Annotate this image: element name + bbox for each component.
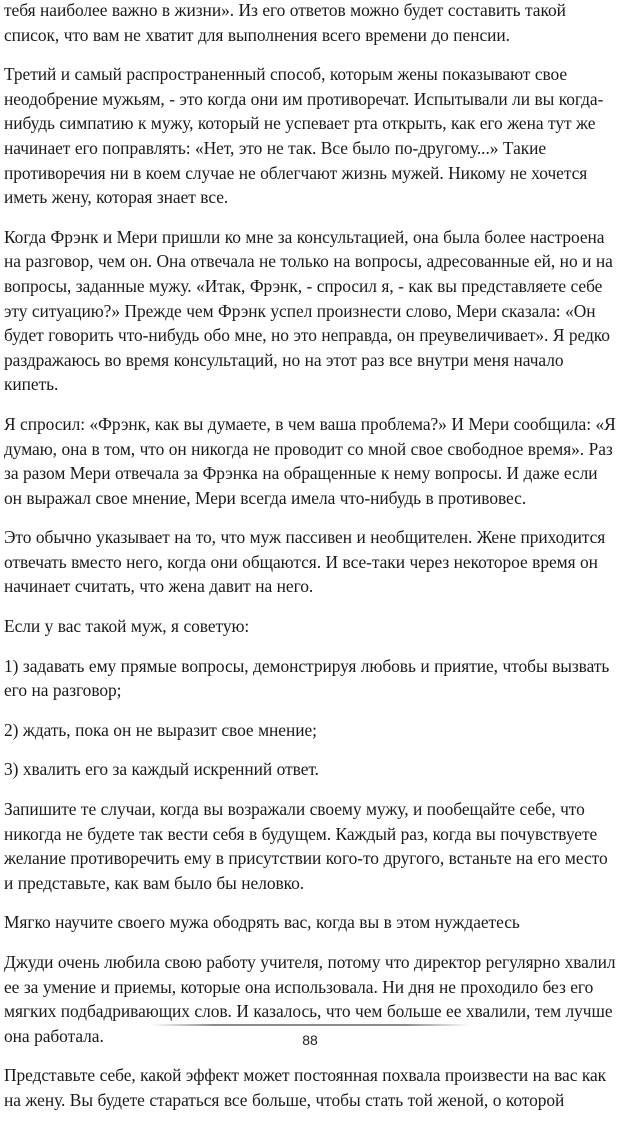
paragraph: Третий и самый распространенный способ, которым жены показывают свое неодобрение мужьям, - это когда они им противоречат. Испытывали ли вы когда-нибудь симпатию к мужу, который не успевает рта открыть, как его жена тут же начинает его поправлять: «Нет, это не так. Все было по-другому...» Такие противоречия ни в коем случае не облегчают жизнь мужей. Никому не хочется иметь жену, которая знает все.	[4, 64, 604, 208]
paragraph: тебя наиболее важно в жизни». Из его ответов можно будет составить такой список, что вам не хватит для выполнения всего времени до пенсии.	[4, 0, 566, 45]
paragraph: Это обычно указывает на то, что муж пассивен и необщителен. Жене приходится отвечать вместо него, когда они общаются. И все-таки через некоторое время он начинает считать, что жена давит на него.	[4, 527, 606, 597]
footer-divider	[150, 1024, 470, 1026]
section-heading: Мягко научите своего мужа ободрять вас, когда вы в этом нуждаетесь	[4, 912, 520, 933]
list-item: 3) хвалить его за каждый искренний ответ.	[4, 759, 319, 780]
body-text	[4, 0, 618, 1128]
paragraph: Джуди очень любила свою работу учителя, потому что директор регулярно хвалил ее за умение и приемы, которые она использовала. Ни дня не проходило без его мягких подбадривающих слов. И казалось, что чем больше ее хвалили, тем лучше она работала.	[4, 952, 616, 1046]
list-item: 2) ждать, пока он не выразит свое мнение;	[4, 719, 317, 740]
paragraph: Представьте себе, какой эффект может постоянная похвала произвести на вас как на жену. Вы будете стараться все больше, чтобы стать той женой, о которой	[4, 1065, 607, 1110]
page-number: 88	[302, 1032, 318, 1048]
paragraph: Я спросил: «Фрэнк, как вы думаете, в чем ваша проблема?» И Мери сообщила: «Я думаю, она в том, что он никогда не проводит со мной свое свободное время». Раз за разом Мери отвечала за Фрэнка на обращенные к нему вопросы. И даже если он выражал свое мнение, Мери всегда имела что-нибудь в противовес.	[4, 413, 616, 508]
list-item: 1) задавать ему прямые вопросы, демонстрируя любовь и приятие, чтобы вызвать его на разговор;	[4, 655, 610, 701]
paragraph: Запишите те случаи, когда вы возражали своему мужу, и пообещайте себе, что никогда не будете так вести себя в будущем. Каждый раз, когда вы почувствуете желание противоречить ему в присутствии кого-то другого, встаньте на его место и представьте, как вам было бы неловко.	[4, 799, 608, 893]
paragraph: Если у вас такой муж, я советую:	[4, 616, 250, 637]
paragraph: Когда Фрэнк и Мери пришли ко мне за консультацией, она была более настроена на разговор, чем он. Она отвечала не только на вопросы, адресованные ей, но и на вопросы, заданные мужу. «Итак, Фрэнк, - спросил я, - как вы представляете себе эту ситуацию?» Прежде чем Фрэнк успел произнести слово, Мери сказала: «Он будет говорить что-нибудь обо мне, но это неправда, он преувеличивает». Я редко раздражаюсь во время консультаций, но на этот раз все внутри меня начало кипеть.	[4, 226, 613, 395]
